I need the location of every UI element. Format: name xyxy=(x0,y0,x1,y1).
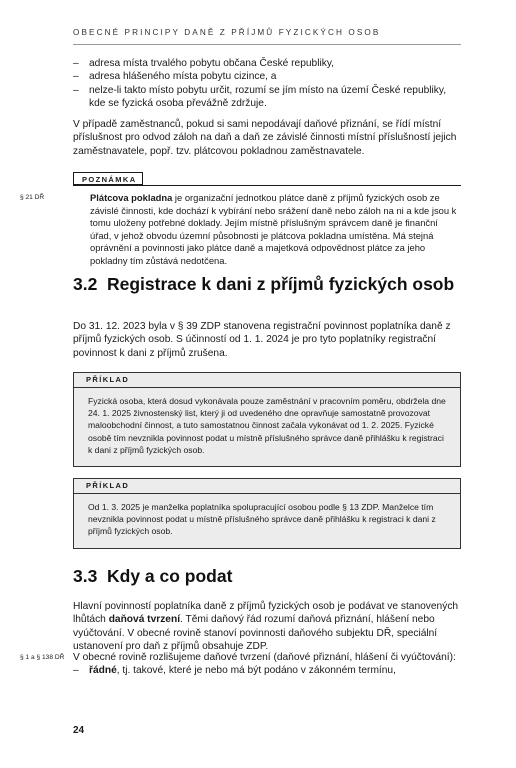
example-box-2 xyxy=(73,478,461,549)
running-head: OBECNÉ PRINCIPY DANĚ Z PŘÍJMŮ FYZICKÝCH OSOB xyxy=(73,28,381,37)
header-divider xyxy=(73,44,461,45)
section-number: 3.3 xyxy=(73,566,98,586)
note-body xyxy=(90,192,461,268)
list-item: – adresa hlášeného místa pobytu cizince, a xyxy=(73,70,461,83)
paragraph-registration: Do 31. 12. 2023 byla v § 39 ZDP stanovena registrační povinnost poplatníka daně z příjmů fyzických osob. S účinností od 1. 1. 2024 je pro tyto poplatníky registrační povinnost k dani z příjmů zrušena. xyxy=(73,321,451,359)
paragraph-employees: V případě zaměstnanců, pokud si sami nepodávají daňové přiznání, se řídí místní příslušnost pro odvod záloh na daň a daň ze závislé činnosti místní příslušností jejich zaměstnavatele, popř. tzv. plátcovou pokladnou zaměstnavatele. xyxy=(73,119,457,157)
section-title: Registrace k dani z příjmů fyzických osob xyxy=(107,274,455,294)
section-heading-3-2 xyxy=(73,274,454,295)
list-item: – nelze-li takto místo pobytu určit, rozumí se jím místo na území České republiky, kde se fyzická osoba převážně zdržuje. xyxy=(73,84,461,111)
residence-list xyxy=(73,57,461,111)
paragraph-general: V obecné rovině rozlišujeme daňové tvrzení (daňové přiznání, hlášení či vyúčtování): – řádné, tj. takové, které je nebo má být podáno v zákonném termínu, xyxy=(73,651,461,678)
note-term: Plátcova pokladna xyxy=(90,192,173,203)
example-tag: PŘÍKLAD xyxy=(74,373,460,388)
note-divider xyxy=(73,185,461,186)
margin-reference: § 21 DŘ xyxy=(20,194,45,201)
example-tag: PŘÍKLAD xyxy=(74,479,460,494)
list-item: – řádné, tj. takové, které je nebo má být podáno v zákonném termínu, xyxy=(73,664,461,677)
section-number: 3.2 xyxy=(73,274,98,294)
note-text: je organizační jednotkou plátce daně z příjmů fyzických osob ze závislé činnosti, kde dochází k vybírání nebo srážení daně nebo záloh na ni a kde jsou k tomu uloženy potřebné doklady. Jejím místně příslušným správcem daně je finanční úřad, v jehož obvodu územní působnosti je plátcova pokladna umístěna. Má stejná oprávnění a povinnosti jako plátce daně a majetková odpovědnost plátce za jeho pokladny tím zůstává nedotčena. xyxy=(90,192,457,266)
margin-reference: § 1 a § 138 DŘ xyxy=(20,654,65,661)
note-tag: POZNÁMKA xyxy=(73,172,143,185)
paragraph-when: Hlavní povinností poplatníka daně z příjmů fyzických osob je podávat ve stanovených lhůtách daňová tvrzení. Těmi daňový řád rozumí daňová přiznání, hlášení nebo vyúčtování. V obecné rovině stanoví povinnosti daňového subjektu DŘ, speciální ustanovení pro daň z příjmů obsahuje ZDP. xyxy=(73,601,459,653)
example-box-1 xyxy=(73,372,461,467)
example-text: Fyzická osoba, která dosud vykonávala pouze zaměstnání v pracovním poměru, obdržela dne 24. 1. 2025 živnostenský list, který ji od uvedeného dne opravňuje samostatně provozovat maloobchodní činnost, a tuto samostatnou činnost začala vykonávat od 1. 2. 2025. Fyzické osobě tím nevznikla povinnost podat u místně příslušného správce daně přihlášku k registraci k dani z příjmů fyzických osob. xyxy=(74,388,460,466)
section-heading-3-3 xyxy=(73,566,232,587)
bold-term: daňová tvrzení xyxy=(108,614,181,626)
list-item: – adresa místa trvalého pobytu občana České republiky, xyxy=(73,57,461,70)
example-text: Od 1. 3. 2025 je manželka poplatníka spolupracující osobou podle § 13 ZDP. Manželce tím nevznikla povinnost podat u místně příslušného správce daně přihlášku k registraci k dani z příjmů fyzických osob. xyxy=(74,494,460,548)
page-number: 24 xyxy=(73,725,85,736)
section-title: Kdy a co podat xyxy=(107,566,233,586)
